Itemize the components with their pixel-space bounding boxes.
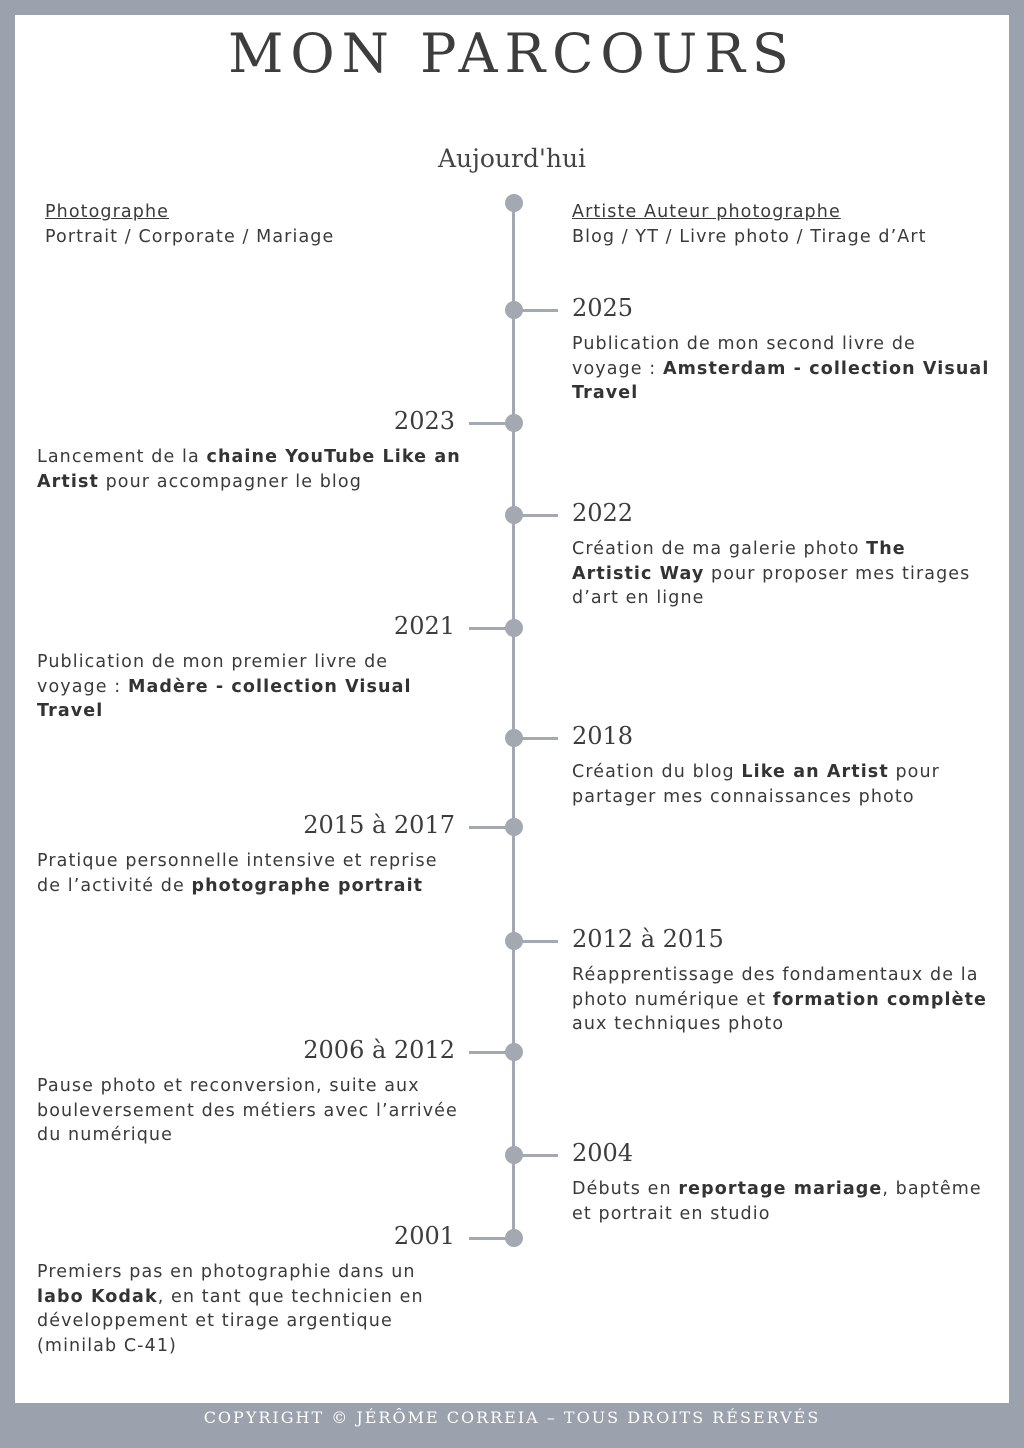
description-text: Débuts en: [572, 1179, 679, 1199]
current-role-right-subtitle: Blog / YT / Livre photo / Tirage d’Art: [572, 226, 927, 247]
timeline-year: 2023: [393, 407, 455, 435]
description-text: aux techniques photo: [572, 1014, 785, 1034]
timeline-year: 2022: [572, 499, 634, 527]
timeline-year: 2025: [572, 294, 634, 322]
timeline-connector: [469, 627, 513, 630]
highlight-text: The Artistic Way: [572, 539, 906, 584]
timeline-connector: [469, 422, 513, 425]
highlight-text: chaine YouTube Like an Artist: [37, 447, 461, 492]
description-text: Réapprentissage des fondamentaux de la photo numérique et: [572, 965, 979, 1010]
timeline-description: [37, 1074, 462, 1148]
highlight-text: reportage mariage: [678, 1179, 883, 1199]
timeline-year: 2021: [393, 612, 455, 640]
description-text: pour partager mes connaissances photo: [572, 762, 940, 807]
description-text: Premiers pas en photographie dans un: [37, 1262, 416, 1282]
timeline-description: [572, 760, 992, 809]
today-label: Aujourd'hui: [437, 144, 587, 173]
description-text: Création du blog: [572, 762, 742, 782]
timeline-connector: [469, 826, 513, 829]
timeline-year: 2004: [572, 1139, 634, 1167]
copyright-footer: COPYRIGHT © JÉRÔME CORREIA – TOUS DROITS RÉSERVÉS: [203, 1408, 821, 1427]
description-text: , en tant que technicien en développement et tirage argentique (minilab C-41): [37, 1286, 424, 1356]
timeline-description: [37, 849, 462, 898]
timeline-description: [37, 445, 462, 494]
description-text: Lancement de la: [37, 447, 207, 467]
highlight-text: Like an Artist: [741, 762, 889, 782]
timeline-description: [572, 963, 992, 1037]
current-role-left: [45, 200, 334, 249]
description-text: Création de ma galerie photo: [572, 539, 867, 559]
timeline-description: [572, 1177, 992, 1226]
timeline-connector: [469, 1051, 513, 1054]
current-role-left-subtitle: Portrait / Corporate / Mariage: [45, 226, 335, 247]
timeline-year: 2015 à 2017: [303, 811, 455, 839]
timeline-axis: [512, 202, 515, 1238]
timeline-connector: [469, 1237, 513, 1240]
timeline-year: 2001: [393, 1222, 455, 1250]
description-text: Publication de mon premier livre de voyage :: [37, 652, 389, 697]
timeline-year: 2018: [572, 722, 634, 750]
timeline-connector: [514, 514, 558, 517]
timeline-year: 2006 à 2012: [303, 1036, 455, 1064]
timeline-description: [572, 332, 992, 406]
highlight-text: Madère - collection Visual Travel: [37, 676, 412, 721]
timeline-description: [37, 650, 462, 724]
timeline-year: 2012 à 2015: [572, 925, 724, 953]
highlight-text: photographe portrait: [191, 875, 424, 896]
timeline-description: [37, 1260, 462, 1358]
current-role-right-title: Artiste Auteur photographe: [572, 202, 841, 222]
timeline-connector: [514, 737, 558, 740]
highlight-text: Amsterdam - collection Visual Travel: [572, 358, 990, 403]
description-text: Publication de mon second livre de voyage :: [572, 334, 916, 379]
timeline-dot-today: [505, 194, 523, 212]
highlight-text: formation complète: [772, 989, 988, 1010]
description-text: , baptême et portrait en studio: [572, 1179, 982, 1224]
highlight-text: labo Kodak: [37, 1286, 158, 1307]
timeline-connector: [514, 940, 558, 943]
description-text: Pause photo et reconversion, suite aux bouleversement des métiers avec l’arrivée du numérique: [37, 1076, 458, 1145]
current-role-left-title: Photographe: [45, 202, 170, 222]
description-text: pour proposer mes tirages d’art en ligne: [572, 563, 971, 608]
current-role-right: [572, 200, 927, 249]
description-text: Pratique personnelle intensive et reprise de l’activité de: [37, 851, 438, 896]
page-title: MON PARCOURS: [228, 22, 796, 85]
description-text: pour accompagner le blog: [98, 471, 362, 492]
timeline-description: [572, 537, 992, 611]
timeline-connector: [514, 309, 558, 312]
timeline-connector: [514, 1154, 558, 1157]
